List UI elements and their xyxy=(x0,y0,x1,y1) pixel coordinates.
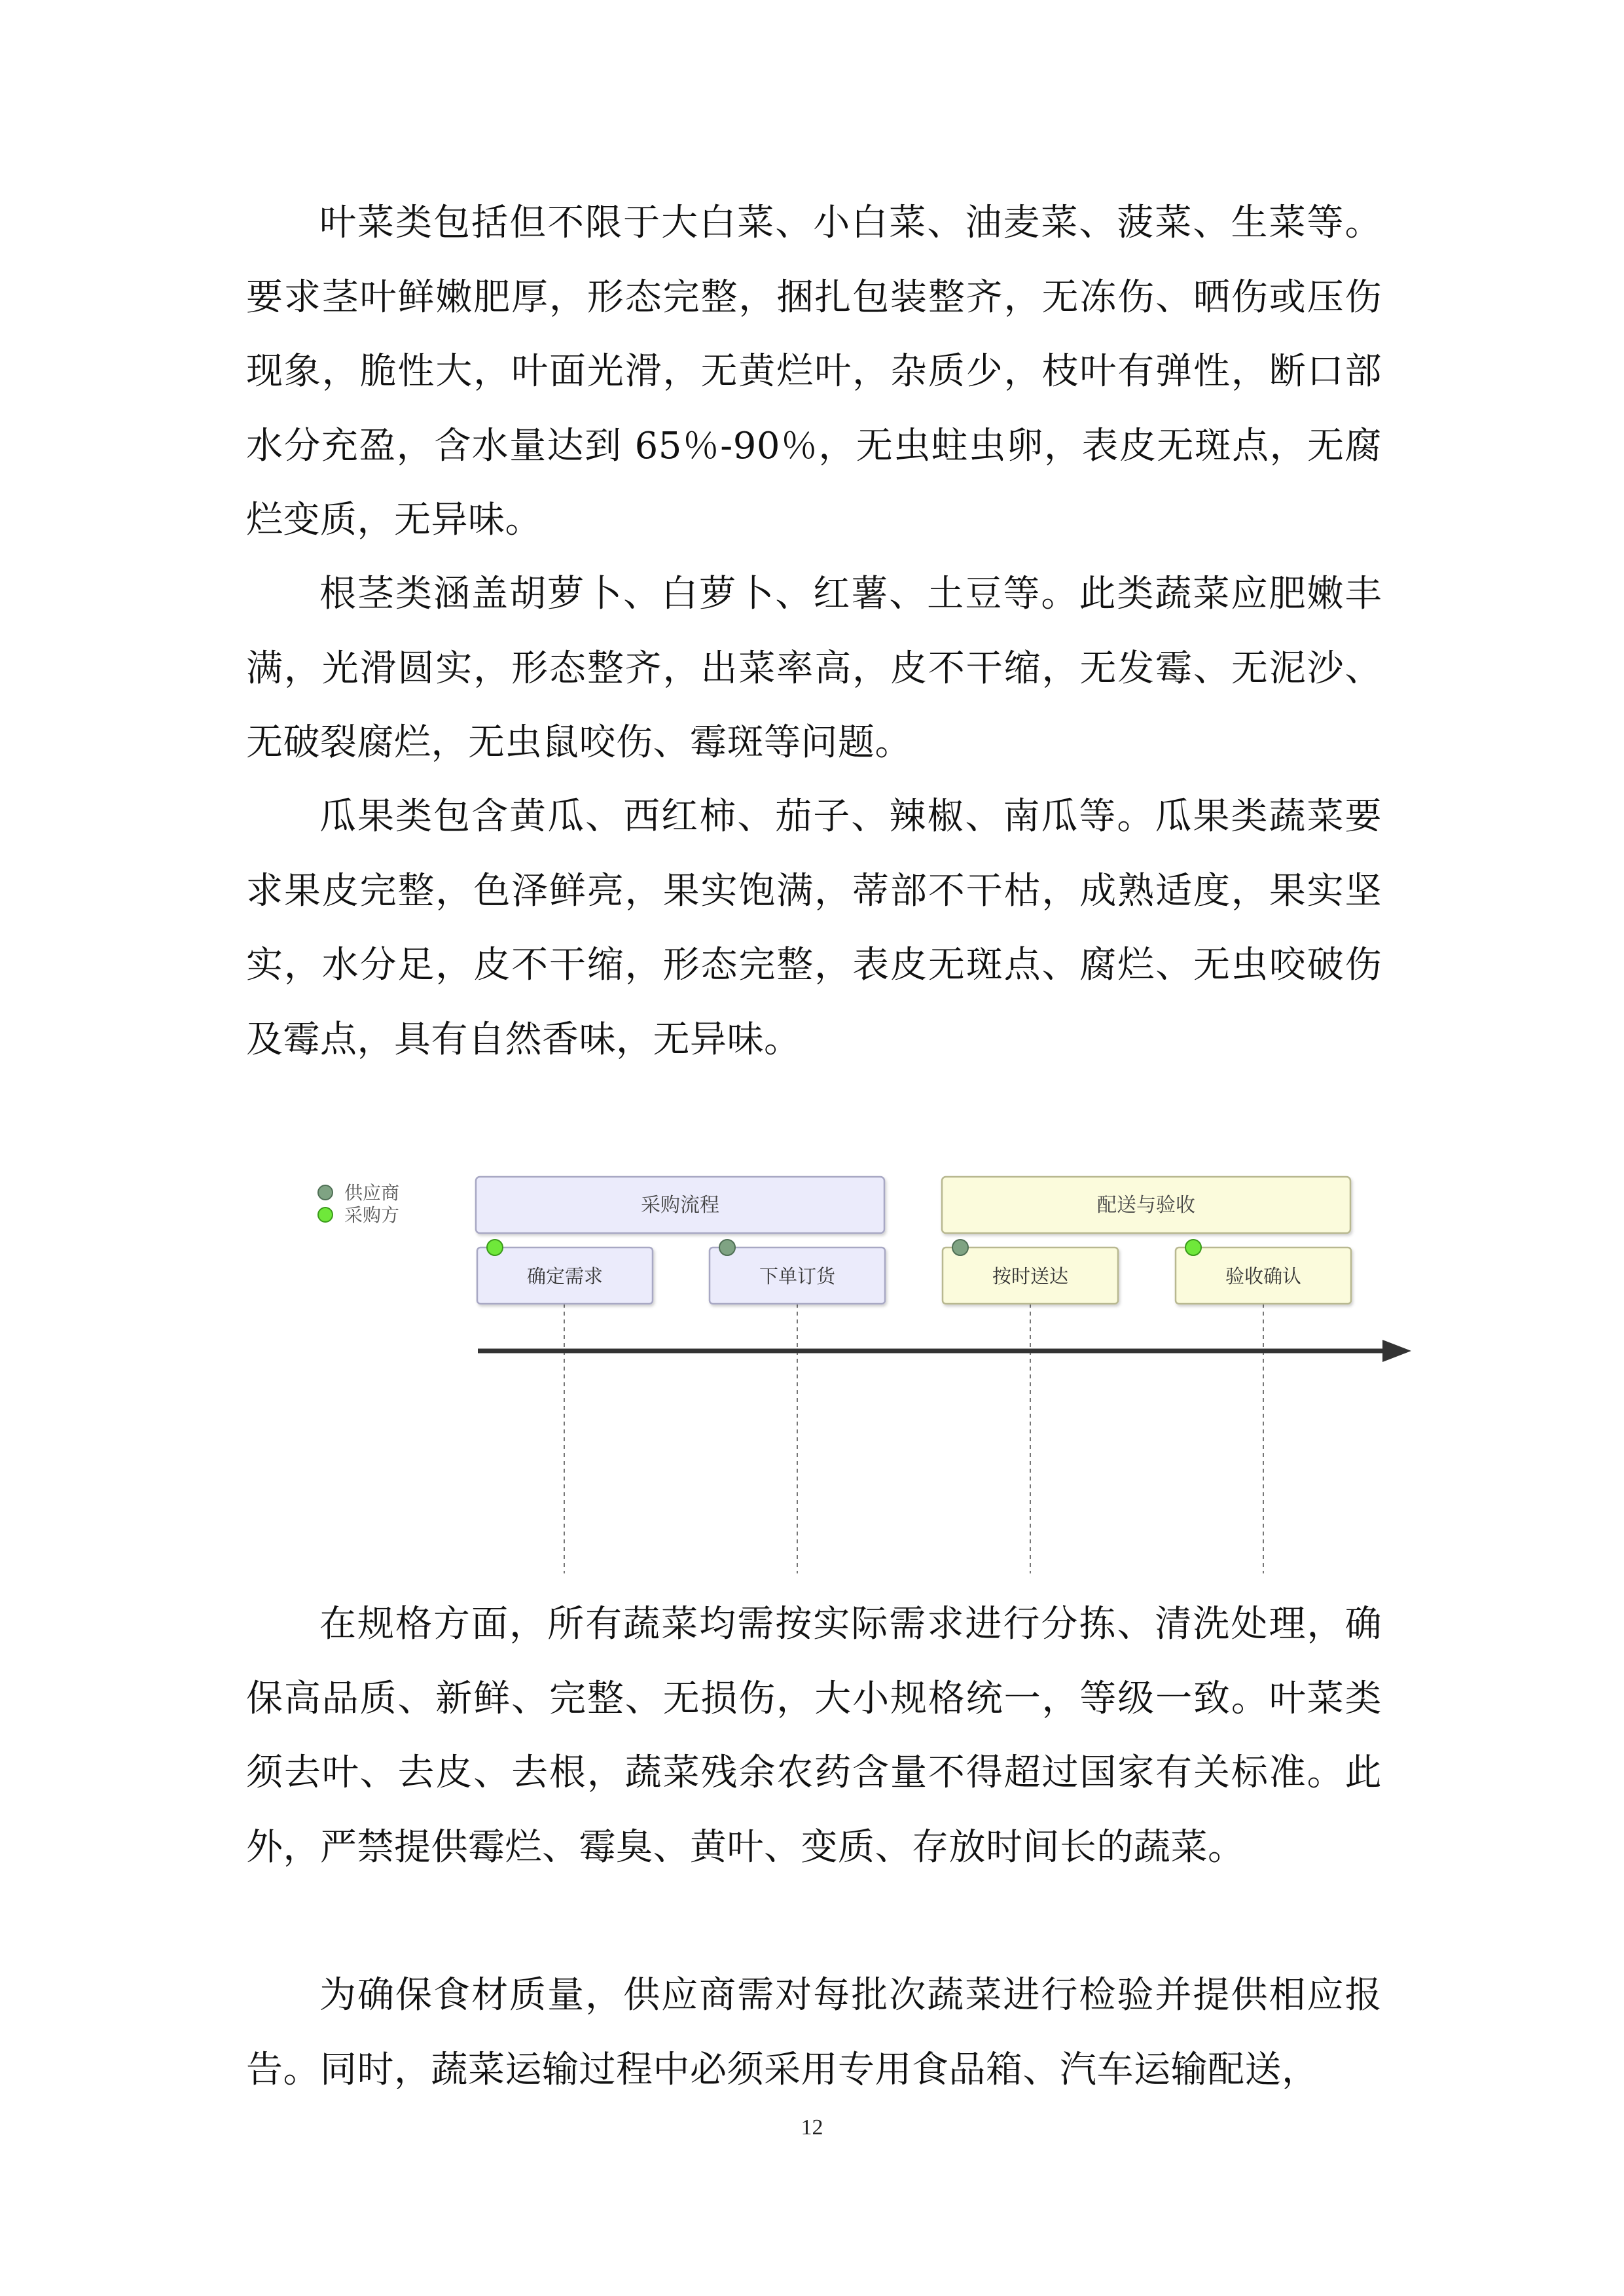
step-label: 按时送达 xyxy=(992,1265,1069,1287)
phase-delivery xyxy=(942,1177,1350,1233)
legend xyxy=(318,1182,399,1226)
actor-dot-supplier xyxy=(719,1240,735,1255)
page-number: 12 xyxy=(801,2115,823,2140)
legend-label-purchaser: 采购方 xyxy=(344,1204,400,1226)
paragraph-root-vegetables: 根茎类涵盖胡萝卜、白萝卜、红薯、土豆等。此类蔬菜应肥嫩丰满，光滑圆实，形态整齐，出菜率高，皮不干缩，无发霉、无泥沙、无破裂腐烂，无虫鼠咬伤、霉斑等问题。 xyxy=(246,573,1382,764)
actor-dot-purchaser xyxy=(1185,1240,1201,1255)
paragraph-specifications: 在规格方面，所有蔬菜均需按实际需求进行分拣、清洗处理，确保高品质、新鲜、完整、无损伤，大小规格统一，等级一致。叶菜类须去叶、去皮、去根，蔬菜残余农药含量不得超过国家有关标准。此外，严禁提供霉烂、霉臭、黄叶、变质、存放时间长的蔬菜。 xyxy=(246,1603,1382,1869)
step-label: 下单订货 xyxy=(759,1265,836,1287)
step-on-time-delivery xyxy=(943,1240,1118,1304)
legend-dot-purchaser xyxy=(318,1208,333,1222)
legend-dot-supplier xyxy=(318,1185,333,1200)
actor-dot-supplier xyxy=(952,1240,968,1255)
legend-label-supplier: 供应商 xyxy=(344,1182,400,1204)
step-acceptance-confirmation xyxy=(1176,1240,1351,1304)
step-confirm-demand xyxy=(477,1240,653,1304)
phase-procurement xyxy=(476,1177,884,1233)
timeline-arrowhead xyxy=(1382,1340,1411,1362)
phase-delivery-label: 配送与验收 xyxy=(1097,1194,1195,1217)
step-place-order xyxy=(710,1240,885,1304)
step-label: 验收确认 xyxy=(1225,1265,1302,1287)
phase-procurement-label: 采购流程 xyxy=(641,1194,719,1217)
paragraph-quality-assurance: 为确保食材质量，供应商需对每批次蔬菜进行检验并提供相应报告。同时，蔬菜运输过程中必须采用专用食品箱、汽车运输配送， xyxy=(246,1974,1382,2091)
actor-dot-purchaser xyxy=(487,1240,503,1255)
paragraph-leafy-vegetables: 叶菜类包括但不限于大白菜、小白菜、油麦菜、菠菜、生菜等。要求茎叶鲜嫩肥厚，形态完整，捆扎包装整齐，无冻伤、晒伤或压伤现象，脆性大，叶面光滑，无黄烂叶，杂质少，枝叶有弹性，断口部水分充盈，含水量达到 65％-90％，无虫蛀虫卵，表皮无斑点，无腐烂变质，无异味。 xyxy=(246,202,1382,541)
step-label: 确定需求 xyxy=(526,1265,604,1287)
paragraph-fruit-vegetables: 瓜果类包含黄瓜、西红柿、茄子、辣椒、南瓜等。瓜果类蔬菜要求果皮完整，色泽鲜亮，果实饱满，蒂部不干枯，成熟适度，果实坚实，水分足，皮不干缩，形态完整，表皮无斑点、腐烂、无虫咬破伤及霉点，具有自然香味，无异味。 xyxy=(246,795,1382,1061)
